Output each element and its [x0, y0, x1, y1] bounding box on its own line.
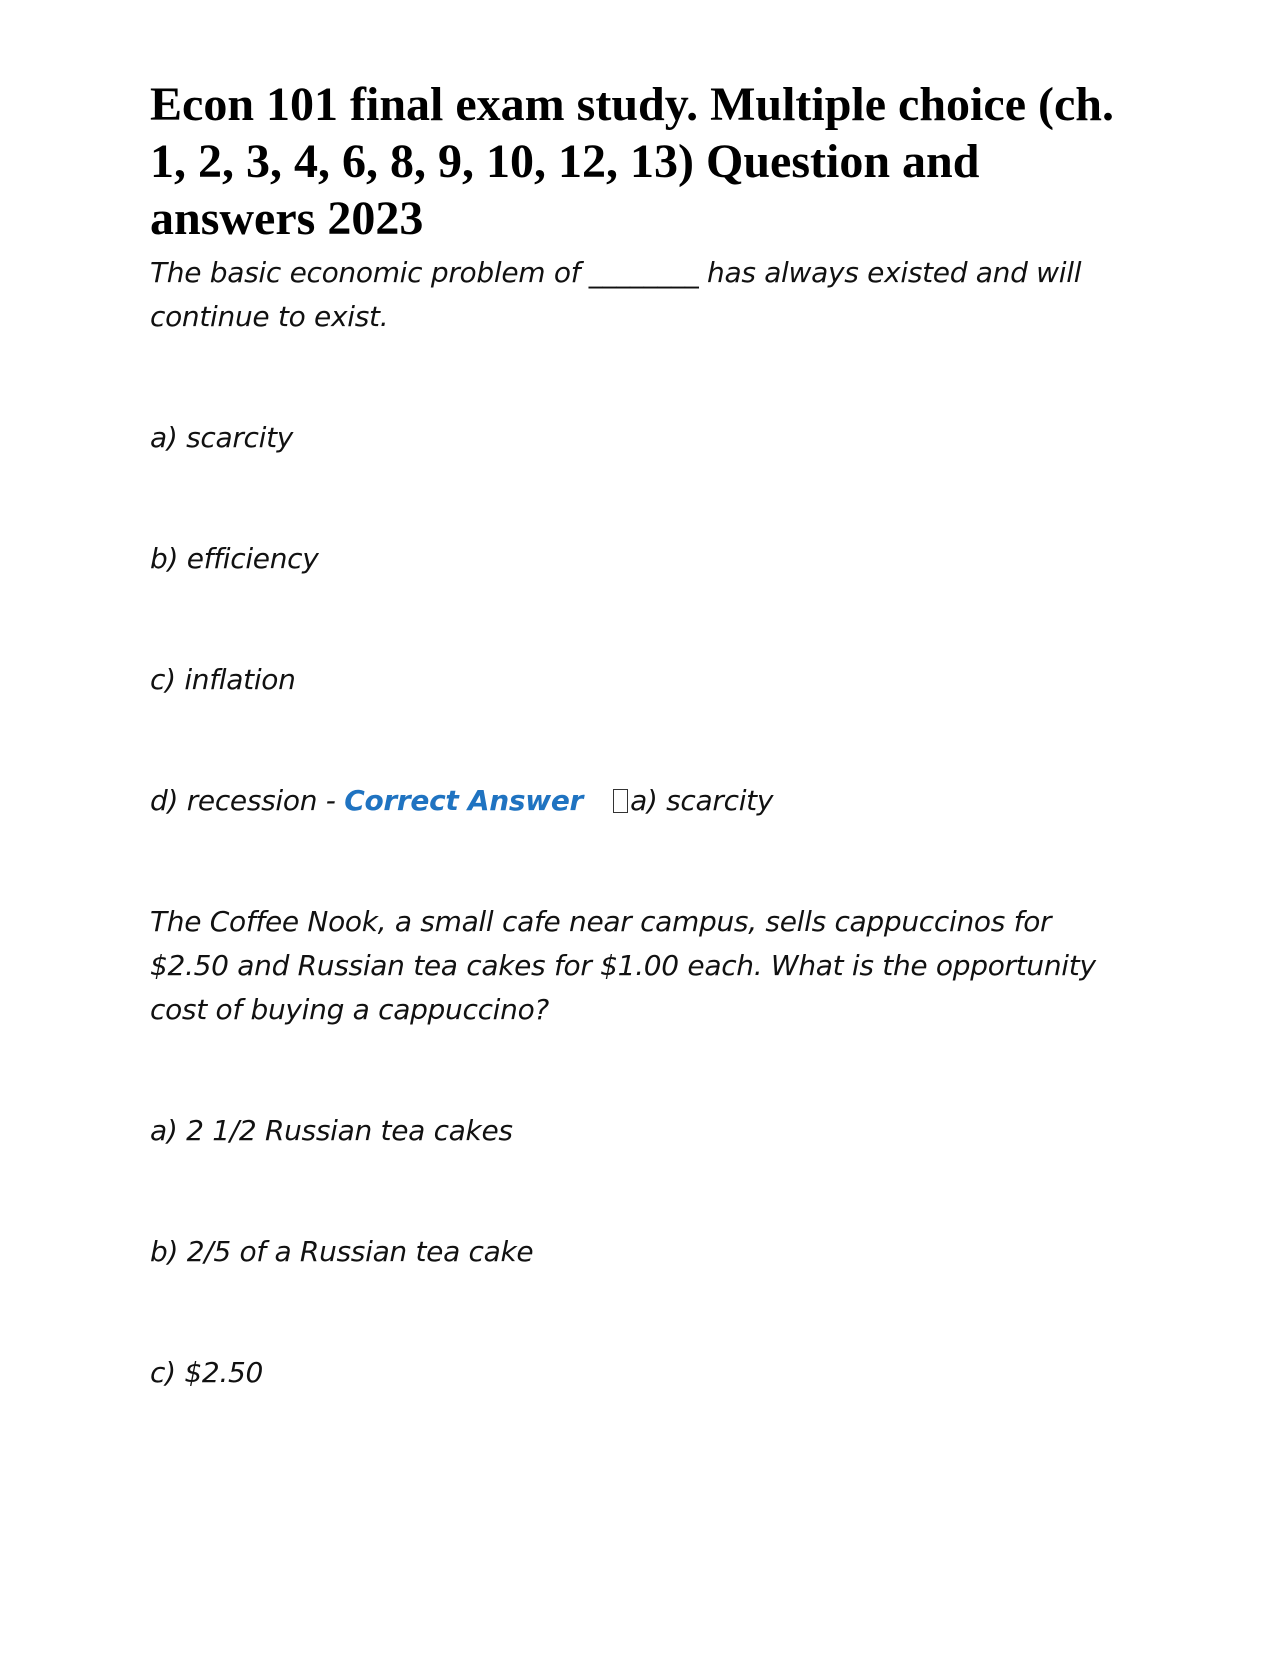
correct-answer-label: Correct Answer — [344, 784, 584, 817]
question-1-option-d: d) recession - — [150, 784, 345, 817]
correct-answer-value: a) scarcity — [630, 784, 774, 817]
question-2-option-c: c) $2.50 — [150, 1356, 263, 1389]
question-2-option-b: b) 2/5 of a Russian tea cake — [150, 1235, 534, 1268]
question-1-option-c: c) inflation — [150, 663, 296, 696]
missing-glyph-box-icon — [613, 789, 628, 813]
question-1-option-d-line — [150, 779, 1130, 823]
question-1-option-a: a) scarcity — [150, 421, 294, 454]
question-2-option-a: a) 2 1/2 Russian tea cakes — [150, 1114, 513, 1147]
question-1-text: The basic economic problem of ________ has always existed and will continue to exist. — [150, 256, 1082, 333]
question-1-option-b: b) efficiency — [150, 542, 319, 575]
document-title: Econ 101 final exam study. Multiple choice (ch. 1, 2, 3, 4, 6, 8, 9, 10, 12, 13) Question and answers 2023 — [150, 78, 1114, 245]
document-page — [150, 76, 1130, 1395]
question-2-text: The Coffee Nook, a small cafe near campus, sells cappuccinos for $2.50 and Russian tea cakes for $1.00 each. What is the opportunity cost of buying a cappuccino? — [150, 905, 1096, 1026]
